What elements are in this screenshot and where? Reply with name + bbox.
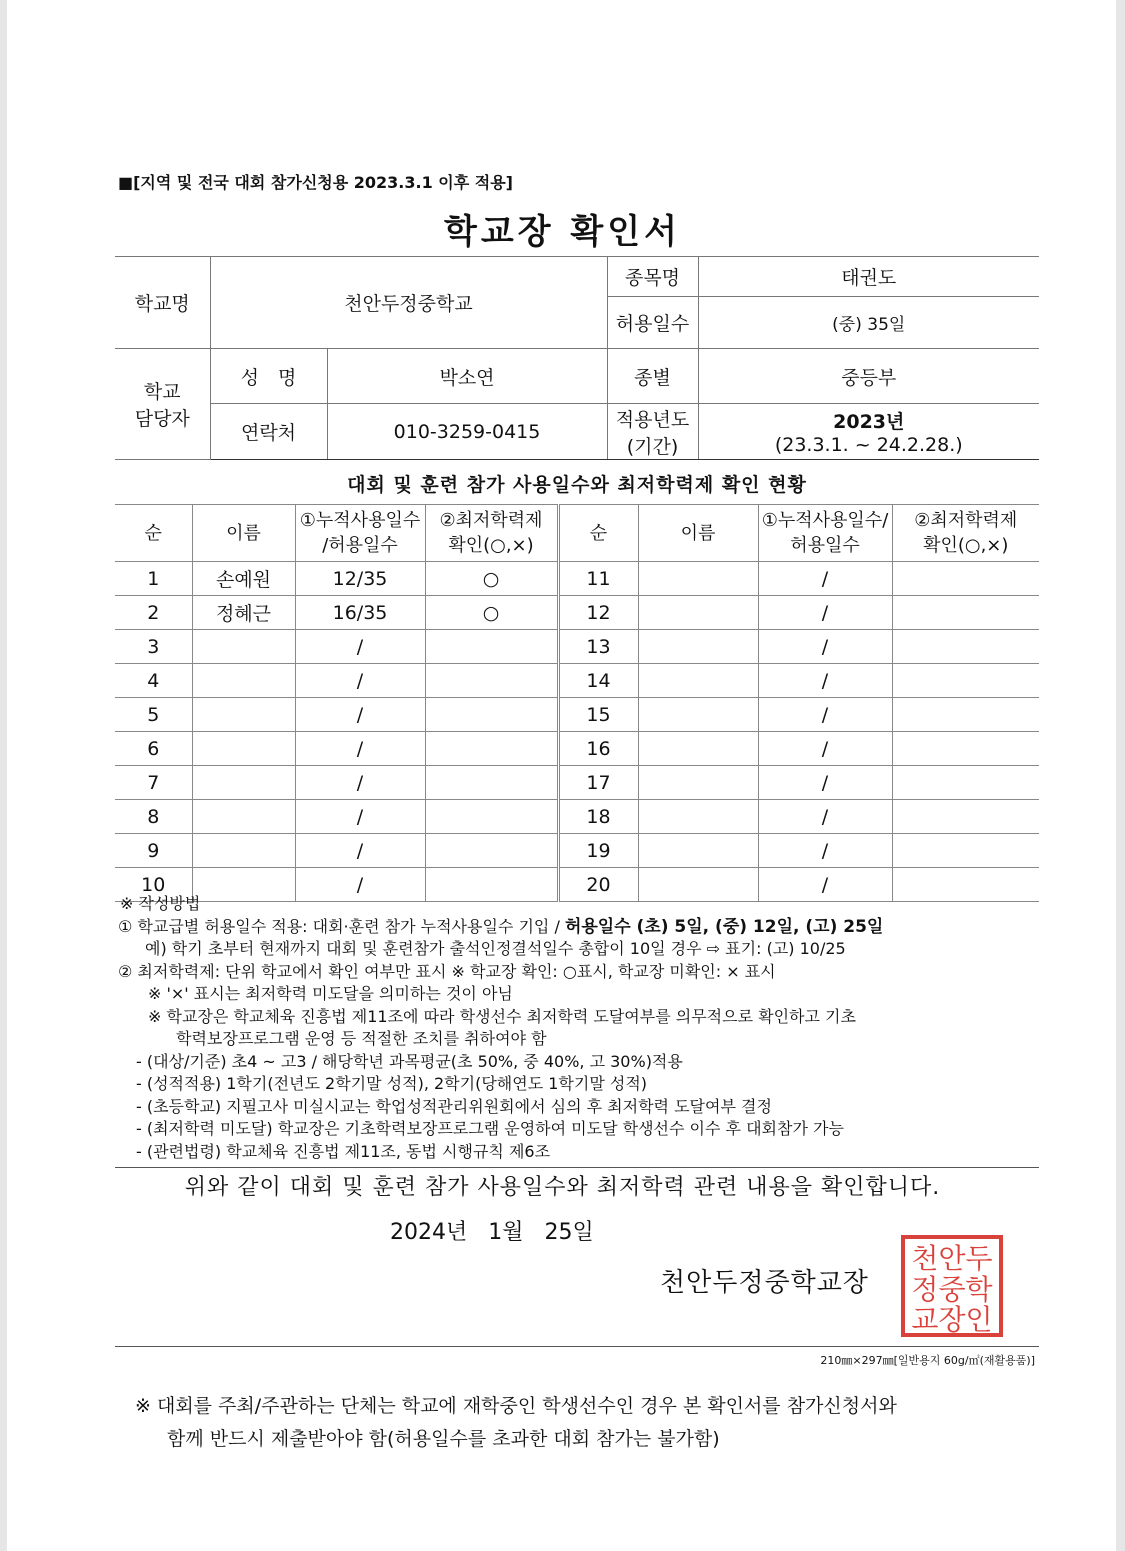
note-1-example: 예) 학기 초부터 현재까지 대회 및 훈련참가 출석인정결석일수 총합이 10일 경우 ⇨ 표기: (고) 10/25: [145, 939, 846, 958]
row-number-right: 13: [558, 630, 638, 664]
row-number-left: 1: [115, 562, 192, 596]
form-header-note: ■[지역 및 전국 대회 참가신청용 2023.3.1 이후 적용]: [118, 173, 513, 192]
student-name-right: [638, 698, 758, 732]
row-number-right: 20: [558, 868, 638, 902]
min-academic-check-left: [425, 698, 558, 732]
used-days-left: 12/35: [295, 562, 425, 596]
table-row: [115, 698, 1039, 732]
student-name-left: [192, 664, 295, 698]
used-days-right: /: [758, 868, 892, 902]
allowed-days-value: (중) 35일: [698, 297, 1039, 349]
contact-label: 연락처: [210, 404, 327, 460]
table-row: [115, 766, 1039, 800]
table-header-row: [115, 505, 1039, 562]
manager-name-value: 박소연: [327, 349, 607, 404]
note-1: [118, 916, 1048, 939]
notes-heading: ※ 작성방법: [120, 894, 201, 913]
seal-line-1: 천안두: [911, 1242, 993, 1275]
event-label: 종목명: [607, 257, 698, 297]
principal-seal-stamp: [898, 1232, 1006, 1340]
manager-name-label: 성 명: [210, 349, 327, 404]
min-academic-check-right: [892, 664, 1039, 698]
header-check-right: [892, 505, 1039, 562]
used-days-left: /: [295, 664, 425, 698]
footer-line-2: 함께 반드시 제출받아야 함(허용일수를 초과한 대회 참가는 불가함): [167, 1428, 720, 1450]
table-row: [115, 664, 1039, 698]
used-days-left: /: [295, 732, 425, 766]
student-name-right: [638, 834, 758, 868]
min-academic-check-right: [892, 800, 1039, 834]
table-row: [115, 732, 1039, 766]
row-number-left: 9: [115, 834, 192, 868]
student-name-right: [638, 800, 758, 834]
table-row: [115, 834, 1039, 868]
detail-5: - (관련법령) 학교체육 진흥법 제11조, 동법 시행규칙 제6조: [136, 1141, 551, 1161]
student-name-left: [192, 800, 295, 834]
min-academic-check-left: ○: [425, 562, 558, 596]
header-name-left: 이름: [192, 505, 295, 562]
manager-label-line2: 담당자: [134, 408, 190, 430]
used-days-left: /: [295, 698, 425, 732]
student-name-left: 정혜근: [192, 596, 295, 630]
row-number-left: 4: [115, 664, 192, 698]
document-title: 학교장 확인서: [444, 212, 681, 252]
min-academic-check-left: [425, 800, 558, 834]
detail-2: - (성적적용) 1학기(전년도 2학기말 성적), 2학기(당해연도 1학기말 성적): [136, 1074, 648, 1093]
used-days-left: /: [295, 766, 425, 800]
divider-top: [115, 1167, 1039, 1168]
used-days-left: /: [295, 834, 425, 868]
participation-table: [115, 504, 1039, 902]
row-number-right: 18: [558, 800, 638, 834]
used-days-left: 16/35: [295, 596, 425, 630]
school-name-label: 학교명: [115, 257, 210, 349]
used-days-left: /: [295, 630, 425, 664]
year-label-line1: 적용년도: [615, 408, 690, 431]
allowed-days-label: 허용일수: [607, 297, 698, 349]
used-days-right: /: [758, 800, 892, 834]
min-academic-check-right: [892, 596, 1039, 630]
header-no-left: 순: [115, 505, 192, 562]
contact-value: 010-3259-0415: [327, 404, 607, 460]
table-row: [115, 596, 1039, 630]
min-academic-check-left: [425, 766, 558, 800]
min-academic-check-right: [892, 834, 1039, 868]
row-number-left: 8: [115, 800, 192, 834]
used-days-right: /: [758, 698, 892, 732]
header-days-right: [758, 505, 892, 562]
min-academic-check-right: [892, 732, 1039, 766]
seal-line-3: 교장인: [911, 1303, 993, 1336]
min-academic-check-left: [425, 664, 558, 698]
note-2: ② 최저학력제: 단위 학교에서 확인 여부만 표시 ※ 학교장 확인: ○표시, 학교장 미확인: × 표시: [118, 961, 776, 981]
row-number-left: 5: [115, 698, 192, 732]
header-check-right-line2: 확인(○,×): [923, 535, 1009, 556]
note-1-allowed-days: 허용일수 (초) 5일, (중) 12일, (고) 25일: [564, 916, 884, 937]
year-value: 2023년: [833, 411, 905, 433]
principal-name: 천안두정중학교장: [660, 1268, 869, 1298]
note-2-b: ※ 학교장은 학교체육 진흥법 제11조에 따라 학생선수 최저학력 도달여부를 의무적으로 확인하고 기초: [148, 1006, 856, 1026]
student-name-left: 손예원: [192, 562, 295, 596]
student-name-right: [638, 596, 758, 630]
event-value: 태권도: [698, 257, 1039, 297]
school-name-value: 천안두정중학교: [210, 257, 607, 349]
division-value: 중등부: [698, 349, 1039, 404]
used-days-left: /: [295, 868, 425, 902]
note-1-text: ① 학교급별 허용일수 적용: 대회·훈련 참가 누적사용일수 기입 /: [118, 916, 565, 936]
year-label: [607, 404, 698, 460]
min-academic-check-left: ○: [425, 596, 558, 630]
min-academic-check-left: [425, 834, 558, 868]
footer-notice: [135, 1390, 897, 1456]
row-number-left: 7: [115, 766, 192, 800]
header-check-left: [425, 505, 558, 562]
issue-date: 2024년 1월 25일: [390, 1220, 594, 1245]
confirmation-statement: 위와 같이 대회 및 훈련 참가 사용일수와 최저학력 관련 내용을 확인합니다.: [184, 1175, 941, 1200]
row-number-right: 16: [558, 732, 638, 766]
min-academic-check-right: [892, 766, 1039, 800]
row-number-left: 2: [115, 596, 192, 630]
used-days-right: /: [758, 562, 892, 596]
manager-label-line1: 학교: [143, 381, 181, 403]
paper-spec: 210㎜×297㎜[일반용지 60g/㎡(재활용품)]: [820, 1354, 1035, 1367]
used-days-right: /: [758, 630, 892, 664]
header-check-right-line1: ②최저학력제: [914, 510, 1018, 531]
student-name-right: [638, 562, 758, 596]
header-days-right-line2: 허용일수: [790, 535, 860, 556]
detail-3: - (초등학교) 지필고사 미실시교는 학업성적관리위원회에서 심의 후 최저학력 도달여부 결정: [136, 1096, 772, 1116]
writing-instructions: [118, 893, 1048, 1163]
seal-line-2: 정중학: [911, 1273, 993, 1306]
min-academic-check-left: [425, 630, 558, 664]
student-name-right: [638, 732, 758, 766]
student-name-right: [638, 766, 758, 800]
note-2-a: ※ '×' 표시는 최저학력 미도달을 의미하는 것이 아님: [148, 984, 513, 1003]
division-label: 종별: [607, 349, 698, 404]
school-info-table: [115, 256, 1039, 460]
min-academic-check-right: [892, 630, 1039, 664]
section-title: 대회 및 훈련 참가 사용일수와 최저학력제 확인 현황: [347, 474, 807, 496]
row-number-left: 6: [115, 732, 192, 766]
row-number-right: 17: [558, 766, 638, 800]
student-name-right: [638, 630, 758, 664]
header-days-left: [295, 505, 425, 562]
header-days-right-line1: ①누적사용일수/: [761, 510, 889, 531]
used-days-left: /: [295, 800, 425, 834]
table-row: [115, 630, 1039, 664]
detail-1: - (대상/기준) 초4 ~ 고3 / 해당학년 과목평균(초 50%, 중 40%, 고 30%)적용: [136, 1051, 683, 1071]
detail-4: - (최저학력 미도달) 학교장은 기초학력보장프로그램 운영하여 미도달 학생선수 이수 후 대회참가 가능: [136, 1119, 844, 1138]
divider-bottom: [115, 1346, 1039, 1347]
header-days-left-line2: /허용일수: [322, 535, 398, 556]
min-academic-check-left: [425, 732, 558, 766]
header-name-right: 이름: [638, 505, 758, 562]
manager-label: [115, 349, 210, 460]
row-number-right: 19: [558, 834, 638, 868]
used-days-right: /: [758, 596, 892, 630]
min-academic-check-right: [892, 698, 1039, 732]
header-check-left-line1: ②최저학력제: [439, 510, 543, 531]
table-row: [115, 562, 1039, 596]
student-name-left: [192, 630, 295, 664]
used-days-right: /: [758, 664, 892, 698]
row-number-right: 14: [558, 664, 638, 698]
year-label-line2: (기간): [626, 435, 679, 458]
row-number-right: 15: [558, 698, 638, 732]
header-check-left-line2: 확인(○,×): [448, 535, 534, 556]
used-days-right: /: [758, 834, 892, 868]
student-name-left: [192, 834, 295, 868]
note-2-c: 학력보장프로그램 운영 등 적절한 조치를 취하여야 함: [176, 1029, 547, 1048]
used-days-right: /: [758, 732, 892, 766]
row-number-left: 10: [115, 868, 192, 902]
student-name-right: [638, 664, 758, 698]
min-academic-check-right: [892, 562, 1039, 596]
used-days-right: /: [758, 766, 892, 800]
period-value: (23.3.1. ~ 24.2.28.): [774, 434, 963, 456]
student-name-left: [192, 732, 295, 766]
row-number-right: 11: [558, 562, 638, 596]
student-name-left: [192, 698, 295, 732]
header-days-left-line1: ①누적사용일수: [299, 510, 421, 531]
footer-line-1: ※ 대회를 주최/주관하는 단체는 학교에 재학중인 학생선수인 경우 본 확인서를 참가신청서와: [135, 1395, 897, 1417]
row-number-right: 12: [558, 596, 638, 630]
year-value-cell: [698, 404, 1039, 460]
table-row: [115, 800, 1039, 834]
student-name-left: [192, 766, 295, 800]
header-no-right: 순: [558, 505, 638, 562]
row-number-left: 3: [115, 630, 192, 664]
